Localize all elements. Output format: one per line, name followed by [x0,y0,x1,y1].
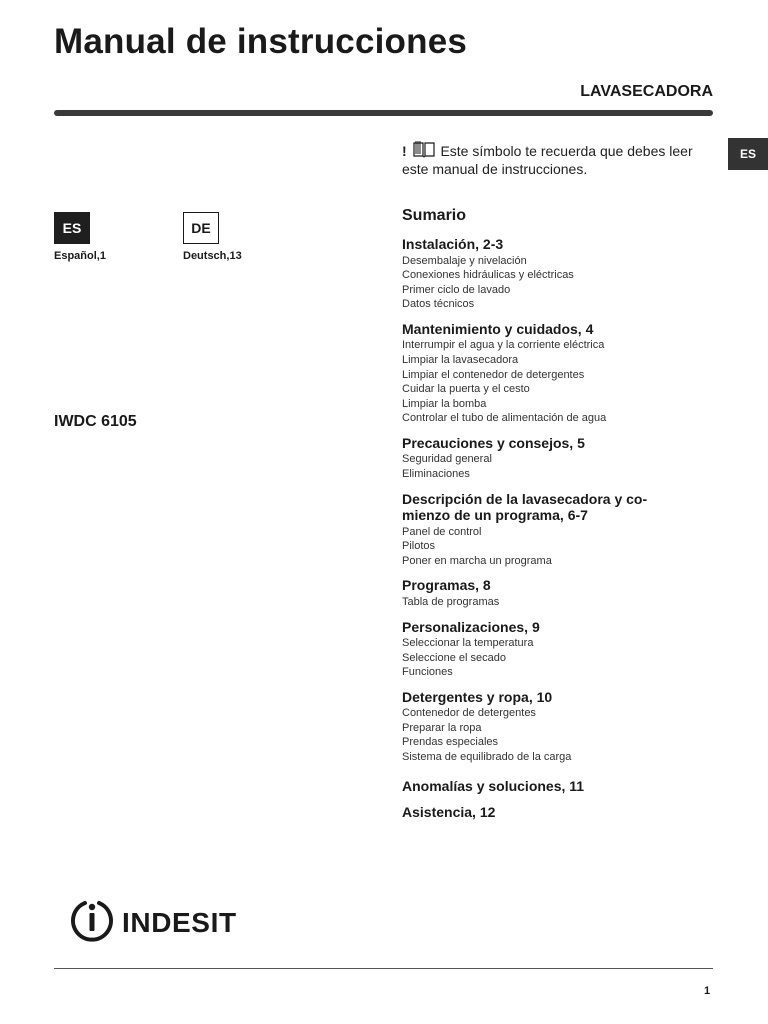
toc-section [402,779,707,794]
toc-item: Cuidar la puerta y el cesto [402,383,530,396]
language-code-de: DE [183,212,219,244]
book-icon [413,140,435,161]
toc-item: Limpiar la lavasecadora [402,353,519,366]
toc-item: Seguridad general [402,453,492,466]
toc-section-heading: Anomalías y soluciones, 11 [402,777,585,794]
toc-section [402,805,707,820]
toc-item: Conexiones hidráulicas y eléctricas [402,269,574,282]
read-manual-note [402,140,722,177]
toc-section-heading: Asistencia, 12 [402,804,496,821]
header-divider [54,110,713,116]
toc-section [402,620,707,680]
toc-item: Sistema de equilibrado de la carga [402,751,572,764]
product-type: LAVASECADORA [580,83,713,100]
language-de [183,212,242,262]
toc-item: Limpiar el contenedor de detergentes [402,368,585,381]
toc-item: Poner en marcha un programa [402,554,552,567]
toc-section [402,322,707,426]
page-number: 1 [704,985,711,997]
toc-item: Pilotos [402,540,436,553]
note-text: Este símbolo te recuerda que debes leer este manual de instrucciones. [402,143,693,177]
toc-title: Sumario [402,207,467,224]
language-label-es: Español,1 [54,250,106,262]
brand-name: INDESIT [122,906,237,938]
page-title: Manual de instrucciones [54,22,468,61]
brand-logo [68,897,237,948]
toc-item: Eliminaciones [402,468,470,481]
toc-item: Contenedor de detergentes [402,707,536,720]
indesit-logo-icon [68,897,116,948]
toc-item: Controlar el tubo de alimentación de agua [402,412,607,425]
toc-item: Funciones [402,666,453,679]
toc-section-heading: Descripción de la lavasecadora y co- [402,490,648,507]
toc-section-heading: Detergentes y ropa, 10 [402,688,553,705]
toc-section [402,237,707,312]
toc-section-heading-continued: mienzo de un programa, 6-7 [402,507,588,524]
toc-section-heading: Programas, 8 [402,577,491,594]
toc-section [402,436,707,482]
toc-item: Prendas especiales [402,736,499,749]
model-number: IWDC 6105 [54,413,137,430]
language-side-tab: ES [728,138,768,170]
toc-section-heading: Personalizaciones, 9 [402,618,540,635]
toc-item: Preparar la ropa [402,721,482,734]
toc-item: Datos técnicos [402,298,475,311]
footer-divider [54,968,713,969]
toc-section-heading: Mantenimiento y cuidados, 4 [402,320,594,337]
warning-mark: ! [402,143,407,159]
toc-item: Interrumpir el agua y la corriente eléctrica [402,339,605,352]
toc-item: Desembalaje y nivelación [402,254,527,267]
language-es [54,212,106,262]
toc-item: Seleccione el secado [402,651,506,664]
toc-item: Tabla de programas [402,595,500,608]
toc-section-heading: Instalación, 2-3 [402,236,504,252]
language-label-de: Deutsch,13 [183,250,242,262]
toc-item: Primer ciclo de lavado [402,283,511,296]
toc-item: Limpiar la bomba [402,397,487,410]
toc-item: Panel de control [402,525,482,538]
language-code-es: ES [54,212,90,244]
toc-section [402,492,707,569]
toc-item: Seleccionar la temperatura [402,637,534,649]
table-of-contents [402,207,707,830]
toc-section [402,690,707,765]
toc-section [402,578,707,609]
toc-section-heading: Precauciones y consejos, 5 [402,434,585,451]
